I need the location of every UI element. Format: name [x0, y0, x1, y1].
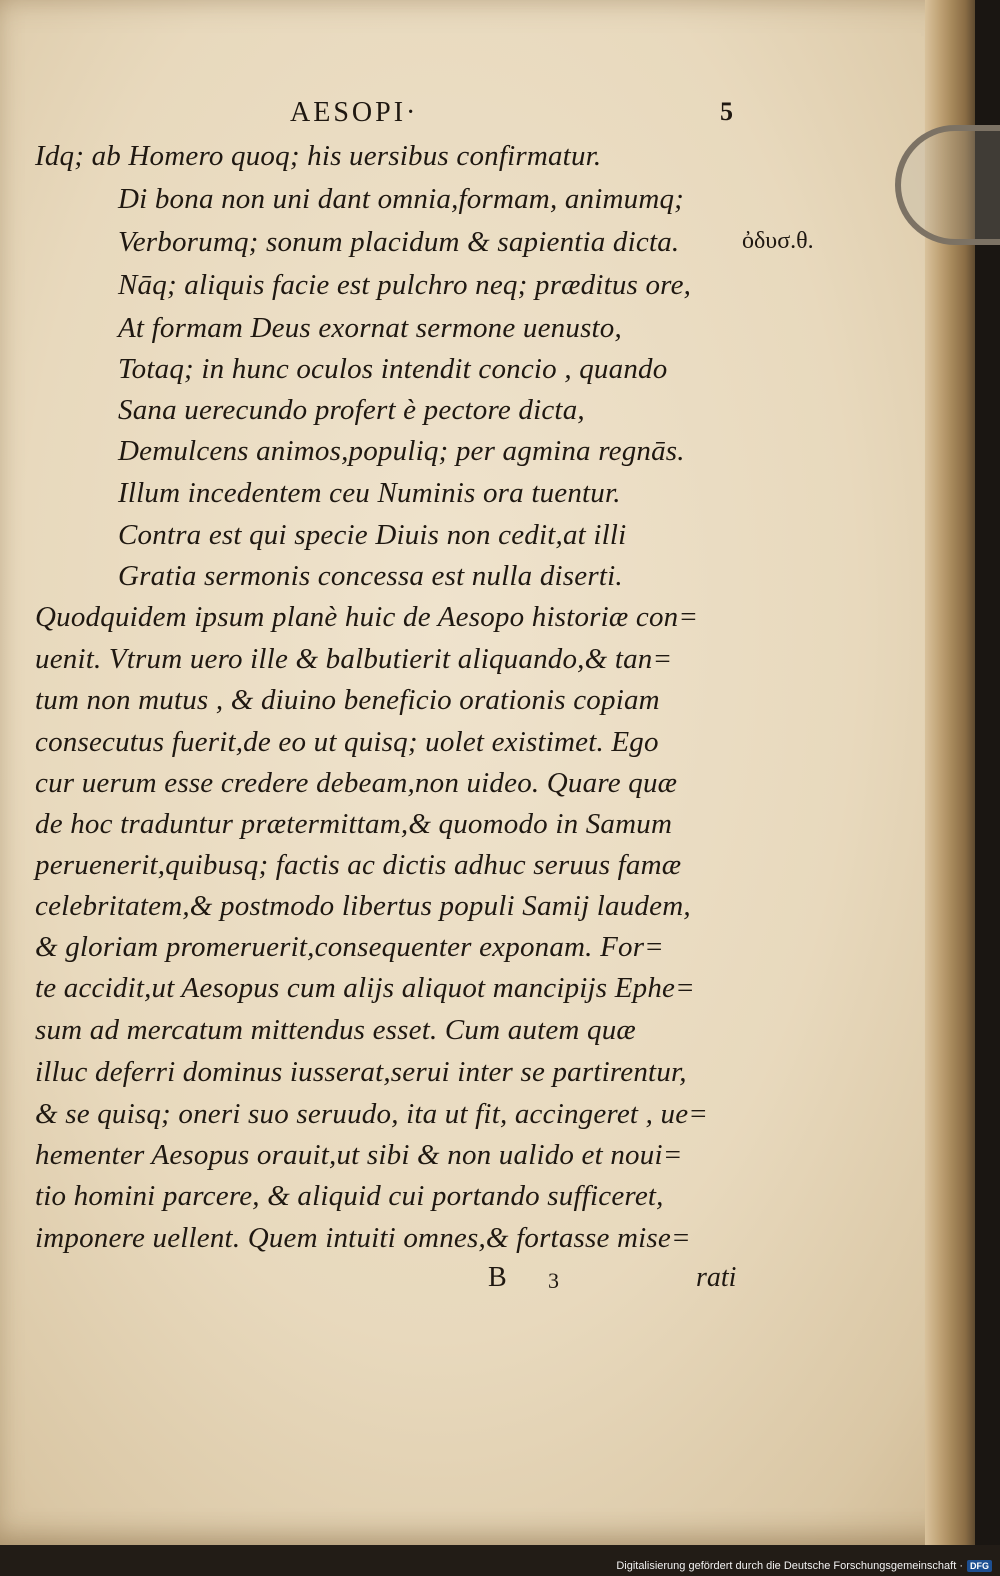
dfg-logo-icon: DFG: [967, 1560, 992, 1572]
scan-border: [0, 1545, 1000, 1576]
text-line: Quodquidem ipsum planè huic de Aesopo historiæ con=: [35, 601, 699, 633]
folio-number: 5: [720, 97, 733, 126]
text-line: uenit. Vtrum uero ille & balbutierit aliquando,& tan=: [35, 643, 673, 675]
text-line: Totaq; in hunc oculos intendit concio , quando: [118, 353, 668, 385]
signature-number: 3: [548, 1268, 559, 1293]
text-line: illuc deferri dominus iusserat,serui inter se partirentur,: [35, 1056, 687, 1088]
text-line: celebritatem,& postmodo libertus populi Samij laudem,: [35, 890, 691, 922]
text-line: Nāq; aliquis facie est pulchro neq; præditus ore,: [118, 269, 692, 301]
text-line: peruenerit,quibusq; factis ac dictis adhuc seruus famæ: [35, 849, 682, 881]
text-line: consecutus fuerit,de eo ut quisq; uolet existimet. Ego: [35, 726, 659, 758]
text-line: sum ad mercatum mittendus esset. Cum autem quæ: [35, 1014, 636, 1046]
text-line: de hoc traduntur prætermittam,& quomodo in Samum: [35, 808, 673, 840]
text-line: Demulcens animos,populiq; per agmina regnās.: [118, 435, 685, 467]
text-line: Illum incedentem ceu Numinis ora tuentur.: [118, 477, 621, 509]
text-line: hementer Aesopus orauit,ut sibi & non ualido et noui=: [35, 1139, 683, 1171]
catchword: rati: [696, 1262, 737, 1293]
funding-credit: [616, 1560, 992, 1572]
text-line: tum non mutus , & diuino beneficio orationis copiam: [35, 684, 660, 716]
text-line: cur uerum esse credere debeam,non uideo. Quare quæ: [35, 767, 678, 799]
text-line: tio homini parcere, & aliquid cui portando sufficeret,: [35, 1180, 664, 1212]
text-line: imponere uellent. Quem intuiti omnes,& fortasse mise=: [35, 1222, 691, 1254]
text-line: Gratia sermonis concessa est nulla diserti.: [118, 560, 623, 592]
margin-note: ὀδυσ.θ.: [742, 228, 814, 254]
text-line: Sana uerecundo profert è pectore dicta,: [118, 394, 585, 426]
text-line: Verborumq; sonum placidum & sapientia dicta.: [118, 226, 680, 258]
text-line: Idq; ab Homero quoq; his uersibus confirmatur.: [35, 140, 602, 172]
text-line: & se quisq; oneri suo seruudo, ita ut fit, accingeret , ue=: [35, 1098, 709, 1130]
text-line: te accidit,ut Aesopus cum alijs aliquot mancipijs Ephe=: [35, 972, 695, 1004]
signature-mark: B: [488, 1262, 507, 1293]
funding-text: Digitalisierung gefördert durch die Deutsche Forschungsgemeinschaft ·: [616, 1560, 963, 1572]
text-line: At formam Deus exornat sermone uenusto,: [118, 312, 622, 344]
text-line: Contra est qui specie Diuis non cedit,at illi: [118, 519, 627, 551]
text-line: Di bona non uni dant omnia,formam, animumq;: [118, 183, 685, 215]
text-line: & gloriam promeruerit,consequenter exponam. For=: [35, 931, 664, 963]
page-clip: [895, 125, 1000, 245]
running-head: AESOPI·: [290, 97, 419, 128]
